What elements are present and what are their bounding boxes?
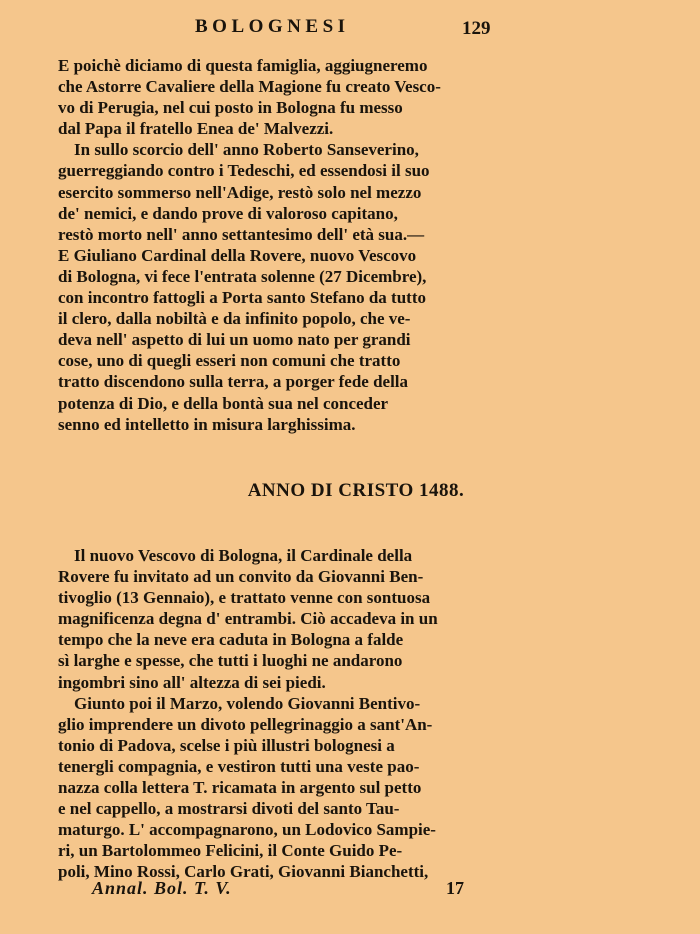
text-line: poli, Mino Rossi, Carlo Grati, Giovanni Bianchetti, <box>58 862 429 882</box>
text-line: de' nemici, e dando prove di valoroso capitano, <box>58 203 398 223</box>
text-line: restò morto nell' anno settantesimo dell' età sua.— <box>58 224 425 244</box>
text-line: glio imprendere un divoto pellegrinaggio a sant'An- <box>58 714 433 734</box>
text-line: e nel cappello, a mostrarsi divoti del santo Tau- <box>58 799 400 819</box>
page-footer <box>0 878 700 904</box>
text-line: sì larghe e spesse, che tutti i luoghi ne andarono <box>58 651 403 671</box>
text-line: tempo che la neve era caduta in Bologna a falde <box>58 630 404 650</box>
text-line: E Giuliano Cardinal della Rovere, nuovo Vescovo <box>58 245 417 265</box>
text-line: il clero, dalla nobiltà e da infinito popolo, che ve- <box>58 309 411 329</box>
text-line: tenergli compagnia, e vestiron tutti una veste pao- <box>58 756 420 776</box>
text-line: tratto discendono sulla terra, a porger fede della <box>58 372 409 392</box>
text-line: che Astorre Cavaliere della Magione fu creato Vesco- <box>58 77 441 97</box>
section-heading: ANNO DI CRISTO 1488. <box>247 480 465 501</box>
text-line: magnificenza degna d' entrambi. Ciò accadeva in un <box>58 609 438 629</box>
text-line: potenza di Dio, e della bontà sua nel conceder <box>58 393 389 413</box>
page-header <box>0 12 700 42</box>
text-line: Rovere fu invitato ad un convito da Giovanni Ben- <box>58 567 424 587</box>
text-line: tonio di Padova, scelse i più illustri bolognesi a <box>58 735 395 755</box>
text-line: In sullo scorcio dell' anno Roberto Sanseverino, <box>74 140 419 160</box>
text-line: esercito sommerso nell'Adige, restò solo nel mezzo <box>58 182 422 202</box>
text-line: nazza colla lettera T. ricamata in argento sul petto <box>58 778 422 798</box>
text-line: senno ed intelletto in misura larghissima. <box>58 414 356 434</box>
text-line: guerreggiando contro i Tedeschi, ed essendosi il suo <box>58 161 430 181</box>
page-number: 129 <box>462 18 491 39</box>
text-line: vo di Perugia, nel cui posto in Bologna fu messo <box>58 98 403 118</box>
text-line: cose, uno di quegli esseri non comuni che tratto <box>58 351 401 371</box>
paragraph-block-2 <box>58 545 514 883</box>
running-head: BOLOGNESI <box>195 16 350 37</box>
text-line: ri, un Bartolommeo Felicini, il Conte Guido Pe- <box>58 841 403 861</box>
text-line: tivoglio (13 Gennaio), e trattato venne con sontuosa <box>58 588 431 608</box>
text-line: con incontro fattogli a Porta santo Stefano da tutto <box>58 288 426 308</box>
paragraph-block-1 <box>58 55 514 435</box>
text-line: dal Papa il fratello Enea de' Malvezzi. <box>58 119 334 139</box>
text-line: maturgo. L' accompagnarono, un Lodovico Sampie- <box>58 820 436 840</box>
text-line: di Bologna, vi fece l'entrata solenne (27 Dicembre), <box>58 266 427 286</box>
text-line: Giunto poi il Marzo, volendo Giovanni Bentivo- <box>74 693 421 713</box>
text-line: Il nuovo Vescovo di Bologna, il Cardinale della <box>74 546 413 565</box>
text-line: deva nell' aspetto di lui un uomo nato per grandi <box>58 330 411 350</box>
text-line: E poichè diciamo di questa famiglia, aggiugneremo <box>58 56 428 75</box>
text-line: ingombri sino all' altezza di sei piedi. <box>58 672 326 692</box>
signature-number: 17 <box>446 878 464 898</box>
signature-mark: Annal. Bol. T. V. <box>92 878 232 898</box>
